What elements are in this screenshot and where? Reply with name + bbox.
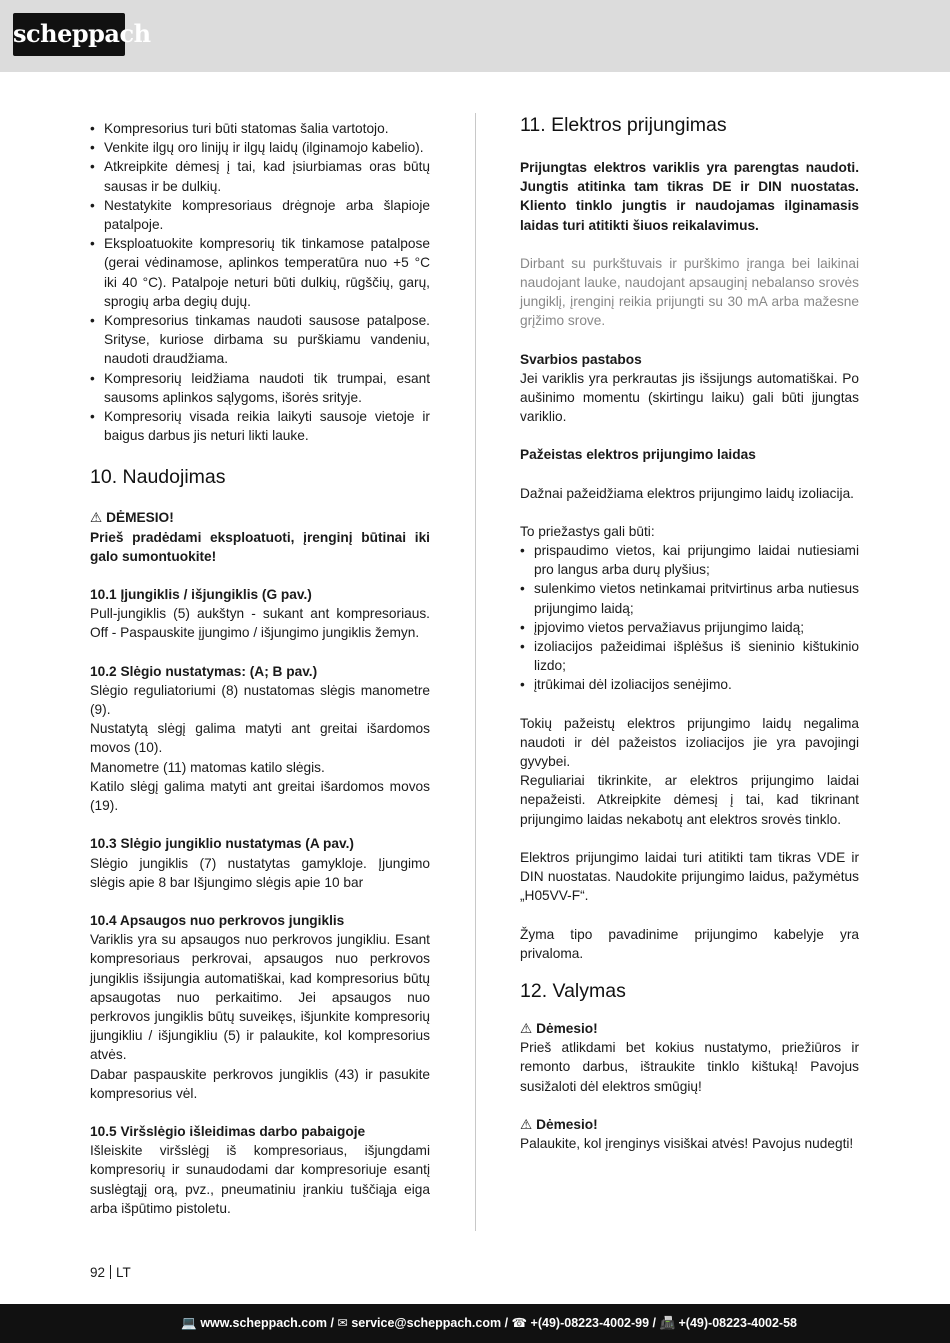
contact-info: 💻 www.scheppach.com / ✉ service@scheppach.com / ☎ +(49)-08223-4002-99 / 📠 +(49)-08223-4002-58 [181, 1316, 797, 1330]
section-10-2-title: 10.2 Slėgio nustatymas: (A; B pav.) [90, 663, 318, 679]
damaged-cable-text: Dažnai pažeidžiama elektros prijungimo laidų izoliacija. [520, 485, 854, 501]
list-item: • Kompresorius turi būti statomas šalia vartotojo. [90, 119, 430, 138]
right-column [520, 113, 859, 1153]
list-item: • izoliacijos pažeidimai išplėšus iš sieninio kištukinio lizdo; [520, 637, 859, 675]
list-item: • Nestatykite kompresoriaus drėgnoje arba šlapioje patalpoje. [90, 196, 430, 234]
list-item: • Kompresorius tinkamas naudoti sausose patalpose. Srityse, kuriose dirbama su purškiamu vandeniu, naudoti draudžiama. [90, 311, 430, 369]
page-number-value: 92 [90, 1265, 106, 1280]
footer-bar [0, 1304, 950, 1343]
important-title: Svarbios pastabos [520, 351, 642, 367]
separator [110, 1265, 111, 1279]
section-12-heading: 12. Valymas [520, 979, 626, 1002]
list-item: • Atkreipkite dėmesį į tai, kad įsiurbiamas oras būtų sausas ir be dulkių. [90, 157, 430, 195]
section-10-4-title: 10.4 Apsaugos nuo perkrovos jungiklis [90, 912, 345, 928]
section-10-2-text: Manometre (11) matomas katilo slėgis. [90, 759, 325, 775]
damaged-cable-title: Pažeistas elektros prijungimo laidas [520, 447, 756, 463]
header-bar [0, 0, 950, 72]
requirements-list [90, 119, 430, 445]
danger-text: Reguliariai tikrinkite, ar elektros prijungimo laidai nepažeisti. Atkreipkite dėmesį į tai, kad tikrinant prijungimo laidas nekabotų ant elektros srovės tinklo. [520, 773, 859, 827]
section-10-1-title: 10.1 Įjungiklis / išjungiklis (G pav.) [90, 587, 312, 603]
causes-list [520, 541, 859, 695]
section-10-4-text: Dabar paspauskite perkrovos jungiklis (43) ir pasukite kompresorius vėl. [90, 1066, 430, 1101]
list-item: • įpjovimo vietos pervažiavus prijungimo laidą; [520, 618, 859, 637]
section-10-5-text: Išleiskite viršslėgį iš kompresoriaus, išjungdami kompresorių ir sunaudodami dar kompresoriuje esantį suslėgtąjį orą, pvz., pneumatiniu įrankiu tuščiąja eiga arba išpūtimo pistoletu. [90, 1143, 430, 1216]
section-11-heading: 11. Elektros prijungimas [520, 114, 727, 136]
language-code: LT [116, 1265, 131, 1280]
section-10-2-text: Slėgio reguliatoriumi (8) nustatomas slėgis manometre (9). [90, 682, 430, 718]
section-10-2-text: Katilo slėgį galima matyti ant greitai išardomos movos (19). [90, 778, 430, 814]
connection-intro: Prijungtas elektros variklis yra parengtas naudoti. Jungtis atitinka tam tikras DE ir DIN nuostatas. Kliento tinklo jungtis ir naudojamas ilginamasis laidas turi atitikti šiuos reikalavimus. [520, 160, 859, 233]
list-item: • įtrūkimai dėl izoliacijos senėjimo. [520, 675, 859, 694]
danger-text: Tokių pažeistų elektros prijungimo laidų negalima naudoti ir dėl pažeistos izoliacijos jie yra pavojingi gyvybei. [520, 715, 859, 770]
warning-title: ⚠ DĖMESIO! [90, 508, 430, 527]
warning-title: ⚠ Dėmesio! [520, 1019, 859, 1038]
section-10-heading: 10. Naudojimas [90, 466, 226, 489]
warning-title: ⚠ Dėmesio! [520, 1115, 859, 1134]
section-10-5-title: 10.5 Viršslėgio išleidimas darbo pabaigoje [90, 1123, 366, 1139]
causes-intro: To priežastys gali būti: [520, 523, 655, 539]
warning-text: Prieš atlikdami bet kokius nustatymo, priežiūros ir remonto darbus, ištraukite tinklo kištuką! Pavojus susižaloti dėl elektros smūgių! [520, 1040, 859, 1094]
list-item: • Venkite ilgų oro linijų ir ilgų laidų (ilginamojo kabelio). [90, 138, 430, 157]
page-number [90, 1265, 131, 1280]
section-10-1-text: Pull-jungiklis (5) aukštyn - sukant ant kompresoriaus. Off - Paspauskite įjungimo / išjungimo jungiklis žemyn. [90, 606, 430, 641]
rcd-note: Dirbant su purkštuvais ir purškimo įranga bei laikinai naudojant lauke, naudojant apsauginį nebalanso srovės jungiklį, įrenginį reikia prijungti su 30 mA arba mažesne grįžimo srove. [520, 255, 859, 329]
important-text: Jei variklis yra perkrautas jis išsijungs automatiškai. Po aušinimo momentu (skirtingu laiku) gali būti įjungtas variklio. [520, 370, 859, 425]
section-10-3-title: 10.3 Slėgio jungiklio nustatymas (A pav.) [90, 836, 354, 852]
list-item: • Eksploatuokite kompresorių tik tinkamose patalpose (gerai vėdinamose, aplinkos temperatūra nuo +5 °C iki 40 °C). Patalpoje neturi būti dulkių, rūgščių, garų, sprogių arba degių dujų. [90, 234, 430, 311]
list-item: • Kompresorių visada reikia laikyti sausoje vietoje ir baigus darbus jis neturi likti lauke. [90, 407, 430, 445]
section-10-4-text: Variklis yra su apsaugos nuo perkrovos jungikliu. Esant kompresoriaus perkrovai, apsaugos nuo perkrovos jungiklis išsijungia automatiškai, kad kompresorius būtų apsaugotas nuo perkaitimo. Jei apsaugos nuo perkrovos jungiklis būtų suveikęs, išjunkite kompresorių įjungikliu / išjungikliu (5) ir palaukite, kol kompresorius atvės. [90, 932, 430, 1063]
warning-text: Prieš pradėdami eksploatuoti, įrenginį būtinai iki galo sumontuokite! [90, 529, 430, 564]
column-divider [475, 113, 476, 1231]
list-item: • sulenkimo vietos netinkamai pritvirtinus arba nutiesus prijungimo laidą; [520, 579, 859, 617]
list-item: • prispaudimo vietos, kai prijungimo laidai nutiesiami pro langus arba durų plyšius; [520, 541, 859, 579]
warning-text: Palaukite, kol įrenginys visiškai atvės! Pavojus nudegti! [520, 1135, 854, 1151]
list-item: • Kompresorių leidžiama naudoti tik trumpai, esant sausoms aplinkos sąlygoms, išorės srityje. [90, 369, 430, 407]
scheppach-logo: scheppach [13, 13, 125, 56]
label-text: Žyma tipo pavadinime prijungimo kabelyje yra privaloma. [520, 926, 859, 961]
vde-text: Elektros prijungimo laidai turi atitikti tam tikras VDE ir DIN nuostatas. Naudokite prijungimo laidus, pažymėtus „H05VV-F“. [520, 849, 859, 904]
left-column [90, 119, 430, 1218]
section-10-3-text: Slėgio jungiklis (7) nustatytas gamykloje. Įjungimo slėgis apie 8 bar Išjungimo slėgis apie 10 bar [90, 855, 430, 890]
section-10-2-text: Nustatytą slėgį galima matyti ant greitai išardomos movos (10). [90, 721, 430, 756]
